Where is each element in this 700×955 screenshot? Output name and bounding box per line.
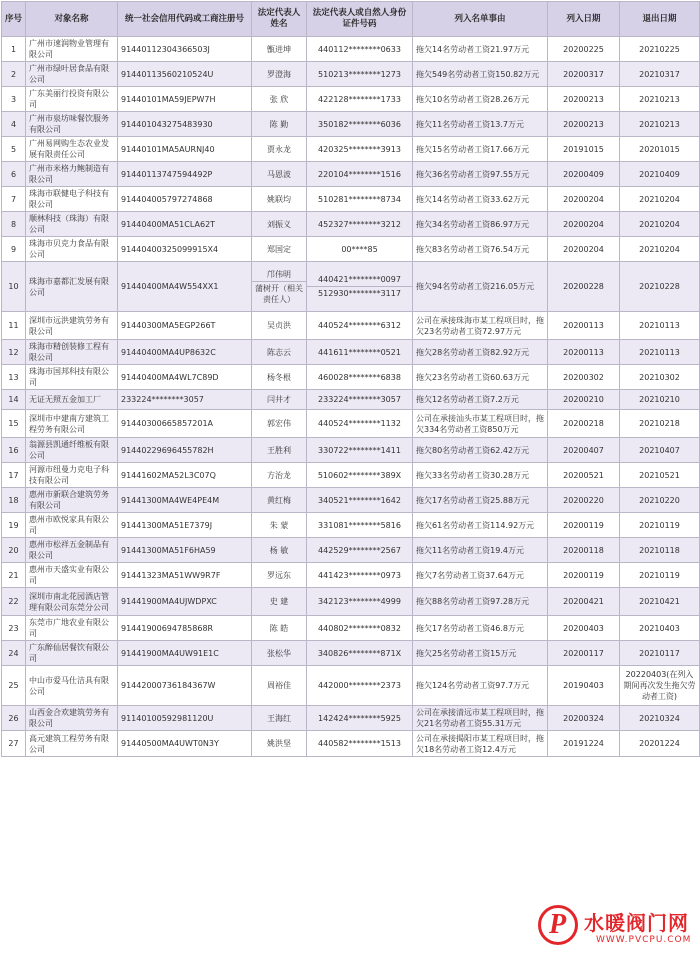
cell-index: 26 <box>2 706 26 731</box>
table-row <box>2 538 700 563</box>
cell-index: 14 <box>2 390 26 410</box>
cell-id-number: 460028********6838 <box>307 365 413 390</box>
cell-index: 10 <box>2 262 26 312</box>
cell-id-number: 441611********0521 <box>307 340 413 365</box>
cell-id-number: 440524********6312 <box>307 312 413 340</box>
cell-representative: 黄红梅 <box>252 488 307 513</box>
table-row <box>2 513 700 538</box>
cell-index: 20 <box>2 538 26 563</box>
cell-index: 15 <box>2 410 26 438</box>
cell-out-date: 20201015 <box>620 137 700 162</box>
cell-name: 广州市米格力鲍制造有限公司 <box>26 162 118 187</box>
table-row <box>2 616 700 641</box>
cell-reason: 拖欠17名劳动者工资25.88万元 <box>413 488 548 513</box>
cell-out-date: 20210119 <box>620 513 700 538</box>
cell-id-number-entry: 512930********3117 <box>307 286 412 300</box>
table-row <box>2 706 700 731</box>
cell-index: 3 <box>2 87 26 112</box>
cell-in-date: 20200113 <box>548 340 620 365</box>
cell-index: 24 <box>2 641 26 666</box>
cell-reason: 拖欠94名劳动者工资216.05万元 <box>413 262 548 312</box>
cell-representative <box>252 262 307 312</box>
table-row <box>2 137 700 162</box>
cell-name: 山西金合欢建筑劳务有限公司 <box>26 706 118 731</box>
cell-reason: 拖欠124名劳动者工资97.7万元 <box>413 666 548 706</box>
cell-code: 91440113560210524U <box>118 62 252 87</box>
cell-id-number: 440524********1132 <box>307 410 413 438</box>
cell-index: 8 <box>2 212 26 237</box>
cell-in-date: 20200407 <box>548 438 620 463</box>
cell-name: 中山市爱马仕洁具有限公司 <box>26 666 118 706</box>
header-row <box>2 2 700 37</box>
cell-out-date: 20210113 <box>620 340 700 365</box>
cell-out-date: 20210204 <box>620 237 700 262</box>
table-row <box>2 438 700 463</box>
cell-name: 珠海市联健电子科技有限公司 <box>26 187 118 212</box>
cell-index: 22 <box>2 588 26 616</box>
cell-code: 91440400MA51CLA62T <box>118 212 252 237</box>
cell-reason: 拖欠14名劳动者工资33.62万元 <box>413 187 548 212</box>
cell-name: 深圳市远洪建筑劳务有限公司 <box>26 312 118 340</box>
table-row <box>2 212 700 237</box>
col-header-id-number: 法定代表人或自然人身份证件号码 <box>307 2 413 37</box>
cell-in-date: 20200403 <box>548 616 620 641</box>
cell-out-date: 20210324 <box>620 706 700 731</box>
cell-reason: 拖欠17名劳动者工资46.8万元 <box>413 616 548 641</box>
table-row <box>2 162 700 187</box>
cell-name: 顺林科技（珠海）有限公司 <box>26 212 118 237</box>
cell-code: 91440300MA5EGP266T <box>118 312 252 340</box>
cell-name: 无证无照五金加工厂 <box>26 390 118 410</box>
cell-code: 91441300MA51F6HA59 <box>118 538 252 563</box>
cell-reason: 拖欠80名劳动者工资62.42万元 <box>413 438 548 463</box>
cell-code: 91440400MA4W554XX1 <box>118 262 252 312</box>
cell-code: 914404005797274868 <box>118 187 252 212</box>
cell-name: 广东醉仙居餐饮有限公司 <box>26 641 118 666</box>
cell-code: 91441900MA4UJWDPXC <box>118 588 252 616</box>
cell-index: 4 <box>2 112 26 137</box>
cell-reason: 拖欠11名劳动者工资19.4万元 <box>413 538 548 563</box>
cell-in-date: 20191015 <box>548 137 620 162</box>
cell-code: 91442000736184367W <box>118 666 252 706</box>
cell-code: 91440400MA4UP8632C <box>118 340 252 365</box>
cell-id-number: 331081********5816 <box>307 513 413 538</box>
table-row <box>2 237 700 262</box>
cell-name: 惠州市天盛实业有限公司 <box>26 563 118 588</box>
cell-index: 12 <box>2 340 26 365</box>
cell-representative: 郭宏伟 <box>252 410 307 438</box>
cell-id-number: 440582********1513 <box>307 731 413 757</box>
cell-representative: 杨冬根 <box>252 365 307 390</box>
cell-out-date: 20210409 <box>620 162 700 187</box>
cell-index: 11 <box>2 312 26 340</box>
cell-id-number: 00****85 <box>307 237 413 262</box>
cell-code: 91440500MA4UWT0N3Y <box>118 731 252 757</box>
cell-representative: 陈 皓 <box>252 616 307 641</box>
table-row <box>2 641 700 666</box>
cell-out-date: 20210317 <box>620 62 700 87</box>
cell-index: 9 <box>2 237 26 262</box>
cell-representative: 陈 勤 <box>252 112 307 137</box>
cell-reason: 公司在承接珠海市某工程项目时，拖欠23名劳动者工资72.97万元 <box>413 312 548 340</box>
cell-representative: 甑进坤 <box>252 37 307 62</box>
cell-out-date: 20210204 <box>620 187 700 212</box>
cell-representative: 闫井才 <box>252 390 307 410</box>
cell-in-date: 20200204 <box>548 237 620 262</box>
cell-representative: 张 欣 <box>252 87 307 112</box>
table-row <box>2 410 700 438</box>
cell-representative: 刘振义 <box>252 212 307 237</box>
cell-id-number-entry: 440421********0097 <box>318 275 401 284</box>
table-row <box>2 365 700 390</box>
cell-name: 珠海市嘉都汇发展有限公司 <box>26 262 118 312</box>
cell-out-date: 20210204 <box>620 212 700 237</box>
table-row <box>2 390 700 410</box>
cell-representative: 王海红 <box>252 706 307 731</box>
col-header-reason: 列入名单事由 <box>413 2 548 37</box>
cell-name: 深圳市南北花园酒店管理有限公司东莞分公司 <box>26 588 118 616</box>
cell-id-number: 452327********3212 <box>307 212 413 237</box>
cell-id-number: 340521********1642 <box>307 488 413 513</box>
col-header-in-date: 列入日期 <box>548 2 620 37</box>
cell-out-date: 20210225 <box>620 37 700 62</box>
cell-reason: 拖欠61名劳动者工资114.92万元 <box>413 513 548 538</box>
cell-name: 惠州市新联合建筑劳务有限公司 <box>26 488 118 513</box>
cell-id-number: 342123********4999 <box>307 588 413 616</box>
cell-name: 高元建筑工程劳务有限公司 <box>26 731 118 757</box>
cell-code: 233224********3057 <box>118 390 252 410</box>
cell-reason: 拖欠34名劳动者工资86.97万元 <box>413 212 548 237</box>
table-row <box>2 731 700 757</box>
cell-representative: 贾永龙 <box>252 137 307 162</box>
cell-representative: 朱 蒙 <box>252 513 307 538</box>
cell-out-date: 20210213 <box>620 87 700 112</box>
cell-name: 广州易网购生态农业发展有限责任公司 <box>26 137 118 162</box>
cell-id-number: 330722********1411 <box>307 438 413 463</box>
cell-representative-entry: 邝伟明 <box>267 269 291 279</box>
cell-name: 东莞市广地农业有限公司 <box>26 616 118 641</box>
cell-index: 7 <box>2 187 26 212</box>
cell-out-date: 20210220 <box>620 488 700 513</box>
watermark-brand: 水暖阀门网 <box>584 911 689 935</box>
cell-code: 91441323MA51WW9R7F <box>118 563 252 588</box>
cell-in-date: 20200213 <box>548 87 620 112</box>
cell-in-date: 20200218 <box>548 410 620 438</box>
cell-reason: 拖欠11名劳动者工资13.7万元 <box>413 112 548 137</box>
cell-reason: 拖欠33名劳动者工资30.28万元 <box>413 463 548 488</box>
cell-reason: 拖欠23名劳动者工资60.63万元 <box>413 365 548 390</box>
cell-in-date: 20200118 <box>548 538 620 563</box>
cell-out-date: 20210118 <box>620 538 700 563</box>
cell-out-date: 20210113 <box>620 312 700 340</box>
cell-in-date: 20200117 <box>548 641 620 666</box>
cell-id-number: 422128********1733 <box>307 87 413 112</box>
cell-name: 广东美丽行投资有限公司 <box>26 87 118 112</box>
cell-representative: 罗远东 <box>252 563 307 588</box>
cell-in-date: 20200213 <box>548 112 620 137</box>
cell-id-number: 340826********871X <box>307 641 413 666</box>
cell-in-date: 20200220 <box>548 488 620 513</box>
cell-code: 91440101MA59JEPW7H <box>118 87 252 112</box>
cell-in-date: 20200204 <box>548 212 620 237</box>
cell-code: 91140100592981120U <box>118 706 252 731</box>
cell-index: 17 <box>2 463 26 488</box>
cell-id-number: 510602********389X <box>307 463 413 488</box>
cell-code: 91440113747594492P <box>118 162 252 187</box>
table-row <box>2 463 700 488</box>
cell-representative: 方治龙 <box>252 463 307 488</box>
cell-name: 珠海市国邦科技有限公司 <box>26 365 118 390</box>
cell-name: 珠海市贝克力食品有限公司 <box>26 237 118 262</box>
watermark-logo <box>538 905 698 953</box>
table-row <box>2 340 700 365</box>
cell-representative: 姚洪坚 <box>252 731 307 757</box>
cell-id-number: 350182********6036 <box>307 112 413 137</box>
cell-in-date: 20200113 <box>548 312 620 340</box>
cell-out-date: 20210213 <box>620 112 700 137</box>
cell-in-date: 20200409 <box>548 162 620 187</box>
cell-in-date: 20200119 <box>548 563 620 588</box>
cell-code: 91440101MA5AURNJ40 <box>118 137 252 162</box>
cell-name: 广州市绿叶居食品有限公司 <box>26 62 118 87</box>
table-row <box>2 62 700 87</box>
cell-reason: 公司在承接汕头市某工程项目时，拖欠334名劳动者工资850万元 <box>413 410 548 438</box>
cell-in-date: 20200204 <box>548 187 620 212</box>
cell-index: 18 <box>2 488 26 513</box>
cell-code: 91441300MA4WE4PE4M <box>118 488 252 513</box>
col-header-name: 对象名称 <box>26 2 118 37</box>
cell-out-date: 20210218 <box>620 410 700 438</box>
cell-name: 河源市纽曼力克电子科技有限公司 <box>26 463 118 488</box>
cell-representative: 马恩波 <box>252 162 307 187</box>
cell-representative: 陈志云 <box>252 340 307 365</box>
cell-reason: 拖欠10名劳动者工资28.26万元 <box>413 87 548 112</box>
cell-out-date: 20210403 <box>620 616 700 641</box>
table-row <box>2 488 700 513</box>
col-header-code: 统一社会信用代码或工商注册号 <box>118 2 252 37</box>
cell-code: 91440300665857201A <box>118 410 252 438</box>
cell-index: 1 <box>2 37 26 62</box>
cell-id-number: 442529********2567 <box>307 538 413 563</box>
cell-id-number: 220104********1516 <box>307 162 413 187</box>
cell-index: 2 <box>2 62 26 87</box>
table-row <box>2 588 700 616</box>
cell-reason: 公司在承接揭阳市某工程项目时，拖欠18名劳动者工资12.4万元 <box>413 731 548 757</box>
cell-index: 16 <box>2 438 26 463</box>
cell-code: 914401043275483930 <box>118 112 252 137</box>
table-row <box>2 112 700 137</box>
cell-reason: 拖欠549名劳动者工资150.82万元 <box>413 62 548 87</box>
cell-name: 翁源县凯通纤维板有限公司 <box>26 438 118 463</box>
cell-out-date: 20201224 <box>620 731 700 757</box>
cell-in-date: 20191224 <box>548 731 620 757</box>
cell-representative: 王胜利 <box>252 438 307 463</box>
table-body <box>2 37 700 757</box>
cell-representative: 史 建 <box>252 588 307 616</box>
cell-in-date: 20200421 <box>548 588 620 616</box>
cell-out-date: 20210119 <box>620 563 700 588</box>
cell-index: 13 <box>2 365 26 390</box>
cell-representative-entry: 蒲树开（相关责任人） <box>252 281 306 306</box>
cell-representative: 郑国定 <box>252 237 307 262</box>
cell-id-number: 441423********0973 <box>307 563 413 588</box>
col-header-out-date: 退出日期 <box>620 2 700 37</box>
cell-in-date: 20200225 <box>548 37 620 62</box>
cell-in-date: 20200317 <box>548 62 620 87</box>
cell-reason: 拖欠25名劳动者工资15万元 <box>413 641 548 666</box>
cell-code: 91441900MA4UW91E1C <box>118 641 252 666</box>
cell-in-date: 20200119 <box>548 513 620 538</box>
cell-index: 23 <box>2 616 26 641</box>
cell-reason: 拖欠7名劳动者工资37.64万元 <box>413 563 548 588</box>
cell-representative: 罗澄海 <box>252 62 307 87</box>
cell-in-date: 20190403 <box>548 666 620 706</box>
cell-out-date: 20210421 <box>620 588 700 616</box>
cell-reason: 公司在承接清远市某工程项目时，拖欠21名劳动者工资55.31万元 <box>413 706 548 731</box>
blacklist-table <box>1 1 700 757</box>
cell-index: 21 <box>2 563 26 588</box>
cell-code: 91440112304366503J <box>118 37 252 62</box>
cell-in-date: 20200210 <box>548 390 620 410</box>
cell-code: 91441900694785868R <box>118 616 252 641</box>
cell-id-number: 510213********1273 <box>307 62 413 87</box>
cell-index: 6 <box>2 162 26 187</box>
cell-reason: 拖欠83名劳动者工资76.54万元 <box>413 237 548 262</box>
cell-code: 91440400MA4WL7C89D <box>118 365 252 390</box>
cell-out-date: 20210302 <box>620 365 700 390</box>
cell-representative: 张松华 <box>252 641 307 666</box>
cell-code: 91441300MA51E7379J <box>118 513 252 538</box>
cell-index: 27 <box>2 731 26 757</box>
cell-in-date: 20200302 <box>548 365 620 390</box>
cell-id-number: 510281********8734 <box>307 187 413 212</box>
cell-name: 广州市泉坊味餐饮服务有限公司 <box>26 112 118 137</box>
cell-code: 91440400325099915X4 <box>118 237 252 262</box>
cell-out-date: 20220403(在列入期间再次发生拖欠劳动者工资) <box>620 666 700 706</box>
cell-reason: 拖欠36名劳动者工资97.55万元 <box>413 162 548 187</box>
cell-code: 91441602MA52L3C07Q <box>118 463 252 488</box>
cell-id-number: 440112********0633 <box>307 37 413 62</box>
cell-name: 珠海市精创装修工程有限公司 <box>26 340 118 365</box>
cell-name: 广州市速润物业管理有限公司 <box>26 37 118 62</box>
cell-out-date: 20210228 <box>620 262 700 312</box>
cell-id-number: 420325********3913 <box>307 137 413 162</box>
cell-in-date: 20200521 <box>548 463 620 488</box>
cell-id-number: 442000********2373 <box>307 666 413 706</box>
cell-in-date: 20200228 <box>548 262 620 312</box>
cell-out-date: 20210210 <box>620 390 700 410</box>
cell-in-date: 20200324 <box>548 706 620 731</box>
cell-name: 惠州市松祥五金制品有限公司 <box>26 538 118 563</box>
cell-reason: 拖欠88名劳动者工资97.28万元 <box>413 588 548 616</box>
cell-code: 91440229696455782H <box>118 438 252 463</box>
cell-out-date: 20210521 <box>620 463 700 488</box>
cell-reason: 拖欠28名劳动者工资82.92万元 <box>413 340 548 365</box>
col-header-representative: 法定代表人姓名 <box>252 2 307 37</box>
cell-representative: 杨 敏 <box>252 538 307 563</box>
cell-id-number: 440802********0832 <box>307 616 413 641</box>
pvc-logo-icon: P <box>538 905 578 945</box>
cell-reason: 拖欠15名劳动者工资17.66万元 <box>413 137 548 162</box>
table-row <box>2 563 700 588</box>
table-row <box>2 666 700 706</box>
cell-representative: 吴贞洪 <box>252 312 307 340</box>
cell-index: 19 <box>2 513 26 538</box>
table-row <box>2 262 700 312</box>
watermark-url: WWW.PVCPU.COM <box>596 935 692 945</box>
cell-id-number: 233224********3057 <box>307 390 413 410</box>
table-row <box>2 187 700 212</box>
cell-name: 深圳市中建南方建筑工程劳务有限公司 <box>26 410 118 438</box>
cell-id-number <box>307 262 413 312</box>
cell-index: 5 <box>2 137 26 162</box>
cell-out-date: 20210117 <box>620 641 700 666</box>
cell-id-number: 142424********5925 <box>307 706 413 731</box>
table-row <box>2 37 700 62</box>
cell-name: 惠州市欧悦家具有限公司 <box>26 513 118 538</box>
table-row <box>2 312 700 340</box>
cell-reason: 拖欠14名劳动者工资21.97万元 <box>413 37 548 62</box>
cell-representative: 周裕佳 <box>252 666 307 706</box>
table-row <box>2 87 700 112</box>
cell-out-date: 20210407 <box>620 438 700 463</box>
cell-index: 25 <box>2 666 26 706</box>
cell-representative: 姚联均 <box>252 187 307 212</box>
cell-reason: 拖欠12名劳动者工资7.2万元 <box>413 390 548 410</box>
col-header-index: 序号 <box>2 2 26 37</box>
